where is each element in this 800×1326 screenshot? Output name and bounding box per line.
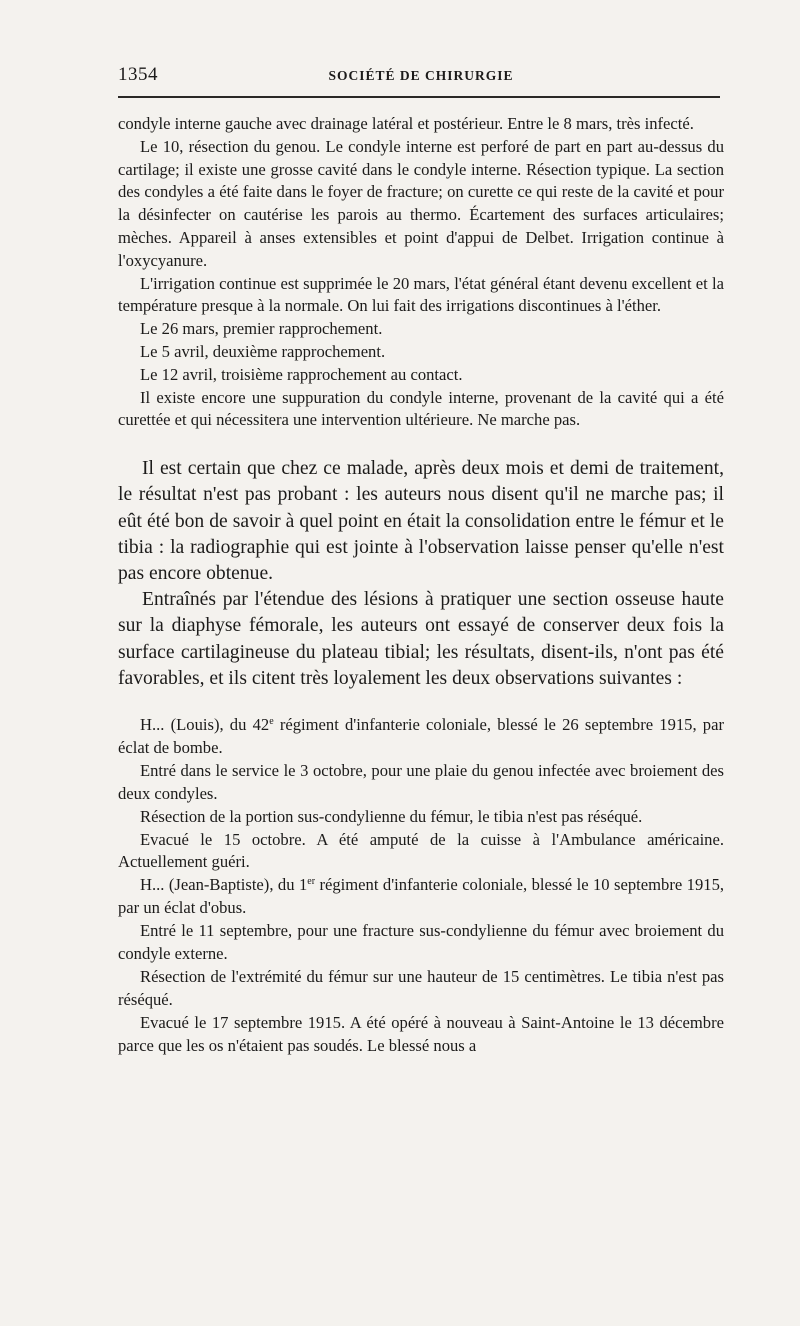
running-title: SOCIÉTÉ DE CHIRURGIE — [328, 68, 514, 83]
observation-paragraph: Le 10, résection du genou. Le condyle interne est perforé de part en part au-dessus du cartilage; il existe une grosse cavité dans le condyle interne. Résection typique. La section des condyles a été faite dans le foyer de fracture; on curette ce qui reste de la cavité et pour la désinfecter on cautérise les parois au thermo. Écartement des surfaces articulaires; mèches. Appareil à anses extensibles et point d'appui de Delbet. Irrigation continue à l'oxycyanure. — [118, 136, 724, 270]
commentary-paragraph: Entraînés par l'étendue des lésions à pratiquer une section osseuse haute sur la diaphyse fémorale, les auteurs ont essayé de conserver deux fois la surface cartilagineuse du plateau tibial; les résultats, disent-ils, n'ont pas été favorables, et ils citent très loyalement les deux observations suivantes : — [118, 589, 724, 689]
case1-intro-end: régiment d'infanterie coloniale, blessé le 26 septembre 1915, par éclat de bombe. — [118, 714, 724, 757]
case1-paragraph: Résection de la portion sus-condylienne du fémur, le tibia n'est pas réséqué. — [140, 806, 643, 826]
case2-paragraph: Résection de l'extrémité du fémur sur une hauteur de 15 centimètres. Le tibia n'est pas réséqué. — [118, 966, 724, 1009]
commentary — [118, 456, 724, 692]
commentary-paragraph: Il est certain que chez ce malade, après deux mois et demi de traitement, le résultat n'est pas probant : les auteurs nous disent qu'il ne marche pas; il eût été bon de savoir à quel point en était la consolidation entre le fémur et le tibia : la radiographie qui est jointe à l'observation laisse penser qu'elle n'est pas encore obtenue. — [118, 458, 724, 584]
book-page — [118, 62, 724, 1058]
case-observations — [118, 714, 724, 1058]
case1-intro-start: H... (Louis), du 42 — [140, 714, 270, 734]
observation-paragraph: L'irrigation continue est supprimée le 20 mars, l'état général étant devenu excellent et la température presque à la normale. On lui fait des irrigations discontinues à l'éther. — [118, 273, 724, 316]
observation-paragraph: Le 12 avril, troisième rapprochement au contact. — [140, 364, 463, 384]
case1-paragraph: Evacué le 15 octobre. A été amputé de la cuisse à l'Ambulance américaine. Actuellement guéri. — [118, 829, 724, 872]
case1-paragraph: Entré dans le service le 3 octobre, pour une plaie du genou infectée avec broiement des deux condyles. — [118, 760, 724, 803]
case1-ordinal-sup: e — [269, 715, 274, 727]
case2-paragraph: Evacué le 17 septembre 1915. A été opéré à nouveau à Saint-Antoine le 13 décembre parce que les os n'étaient pas soudés. Le blessé nous a — [118, 1012, 724, 1055]
case2-ordinal-sup: er — [307, 876, 316, 888]
header-rule — [118, 96, 720, 98]
observation-continued — [118, 113, 724, 432]
case2-intro-end: régiment d'infanterie coloniale, blessé le 10 septembre 1915, par un éclat d'obus. — [118, 875, 725, 918]
observation-paragraph: Il existe encore une suppuration du condyle interne, provenant de la cavité qui a été curettée et qui nécessitera une intervention ultérieure. Ne marche pas. — [118, 387, 724, 430]
observation-paragraph: Le 5 avril, deuxième rapprochement. — [140, 341, 386, 361]
observation-paragraph: Le 26 mars, premier rapprochement. — [140, 319, 383, 339]
observation-paragraph: condyle interne gauche avec drainage latéral et postérieur. Entre le 8 mars, très infecté. — [118, 114, 694, 133]
case2-paragraph: Entré le 11 septembre, pour une fracture sus-condylienne du fémur avec broiement du condyle externe. — [118, 921, 724, 964]
case2-intro — [118, 874, 724, 920]
page-header — [118, 62, 724, 92]
case1-intro — [118, 714, 724, 760]
case2-intro-start: H... (Jean-Baptiste), du 1 — [140, 875, 308, 895]
page-number: 1354 — [118, 64, 158, 85]
